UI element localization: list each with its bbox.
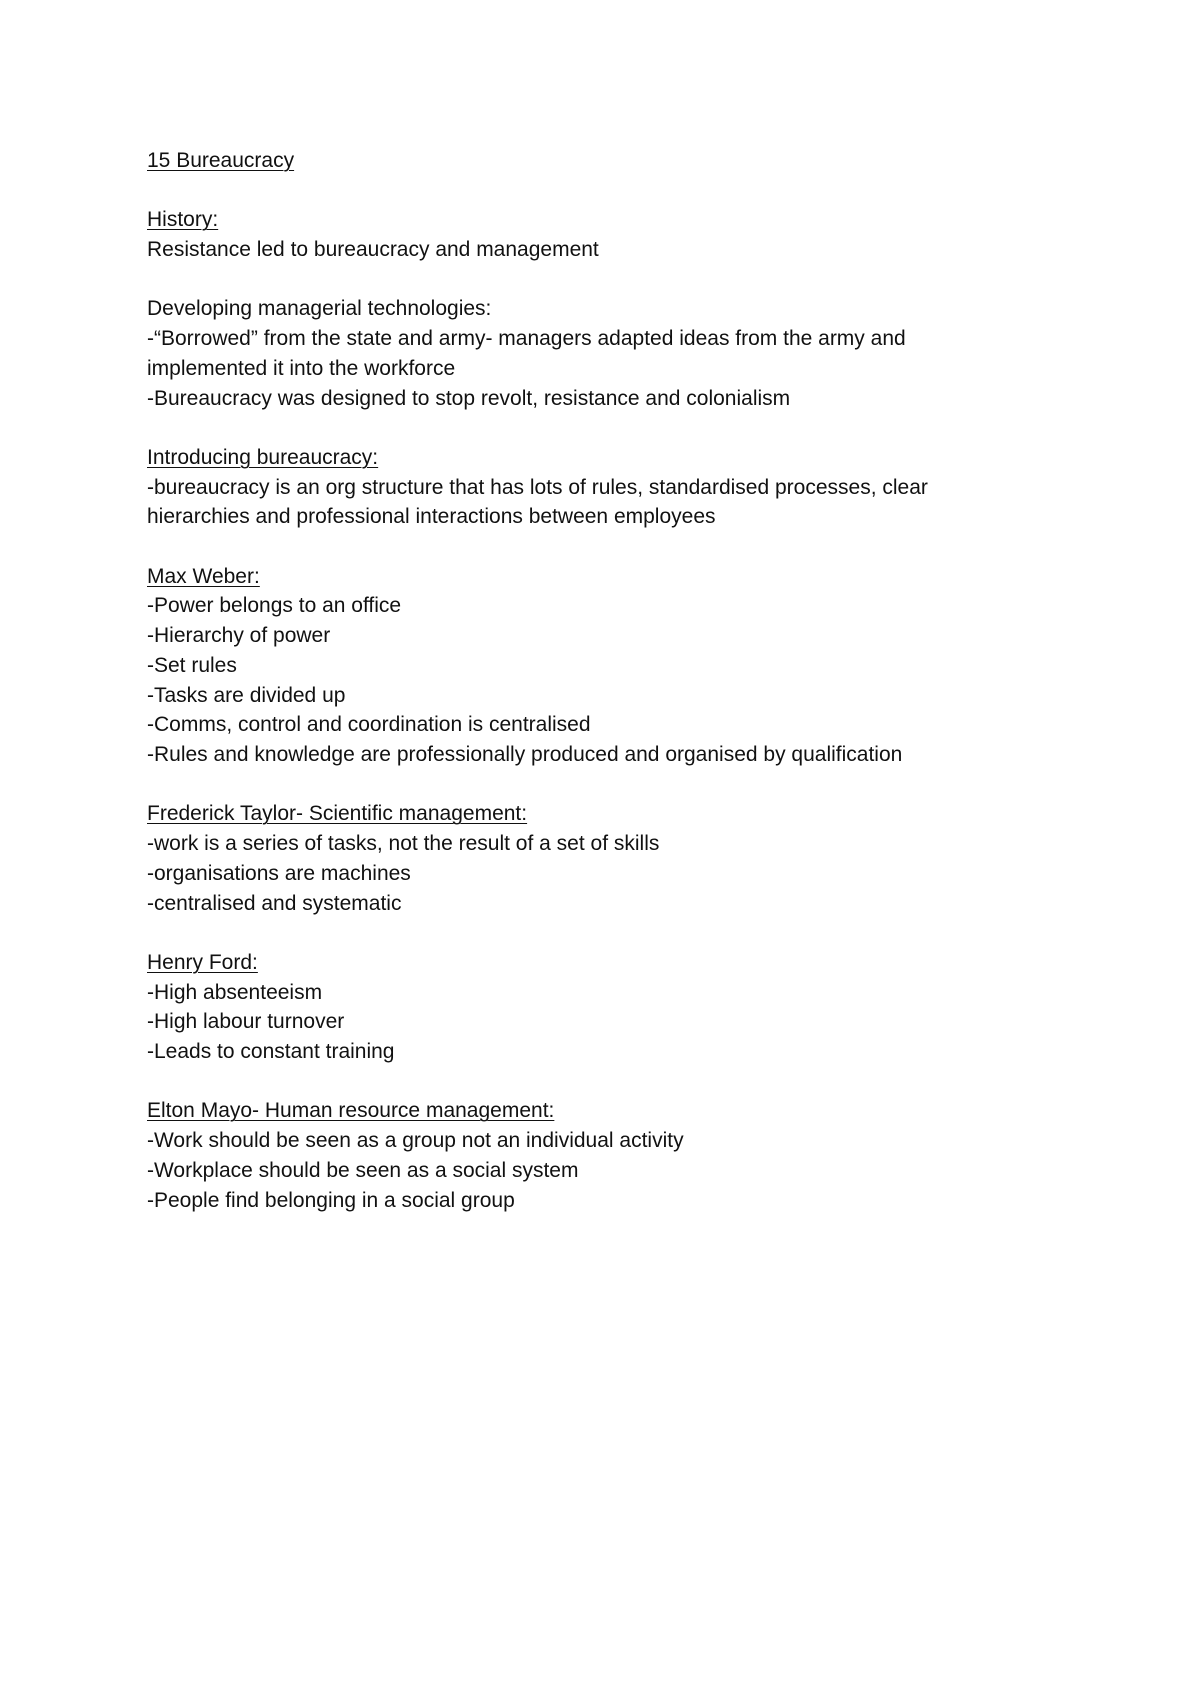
section-line: -centralised and systematic — [147, 891, 402, 915]
section-line: -“Borrowed” from the state and army- managers adapted ideas from the army and — [147, 327, 906, 351]
section-line: -Hierarchy of power — [147, 624, 331, 648]
section-line: -Leads to constant training — [147, 1040, 395, 1063]
section-line: -High labour turnover — [147, 1010, 345, 1034]
section-line: -bureaucracy is an org structure that has lots of rules, standardised processes, clear — [147, 475, 928, 499]
section-line: -work is a series of tasks, not the result of a set of skills — [147, 832, 660, 856]
section-heading-managerial-technologies: Developing managerial technologies: — [147, 297, 492, 321]
section-line: -Work should be seen as a group not an individual activity — [147, 1129, 684, 1153]
section-line: hierarchies and professional interactions between employees — [147, 505, 716, 529]
section-line: Resistance led to bureaucracy and management — [147, 238, 599, 262]
section-line: -Power belongs to an office — [147, 594, 402, 618]
section-line: implemented it into the workforce — [147, 356, 456, 380]
section-line: -High absenteeism — [147, 980, 323, 1004]
section-line: -People find belonging in a social group — [147, 1188, 515, 1212]
spacer — [147, 532, 1047, 562]
section-line: -Workplace should be seen as a social system — [147, 1158, 579, 1182]
section-heading-henry-ford: Henry Ford: — [147, 950, 258, 974]
spacer — [147, 413, 1047, 443]
section-line: -organisations are machines — [147, 861, 411, 885]
section-line: -Bureaucracy was designed to stop revolt, resistance and colonialism — [147, 386, 791, 410]
section-heading-history: History: — [147, 208, 219, 232]
section-heading-max-weber: Max Weber: — [147, 564, 260, 588]
section-heading-introducing-bureaucracy: Introducing bureaucracy: — [147, 445, 379, 469]
section-line: -Set rules — [147, 653, 237, 677]
section-heading-elton-mayo: Elton Mayo- Human resource management: — [147, 1099, 555, 1123]
section-line: -Rules and knowledge are professionally produced and organised by qualification — [147, 743, 903, 766]
section-heading-frederick-taylor: Frederick Taylor- Scientific management: — [147, 802, 528, 826]
spacer — [147, 918, 1047, 948]
section-line: -Comms, control and coordination is centralised — [147, 713, 591, 737]
document-body — [147, 146, 1047, 1215]
spacer — [147, 265, 1047, 295]
spacer — [147, 770, 1047, 800]
section-line: -Tasks are divided up — [147, 683, 346, 707]
spacer — [147, 1067, 1047, 1097]
document-title: 15 Bureaucracy — [147, 149, 295, 172]
spacer — [147, 176, 1047, 206]
